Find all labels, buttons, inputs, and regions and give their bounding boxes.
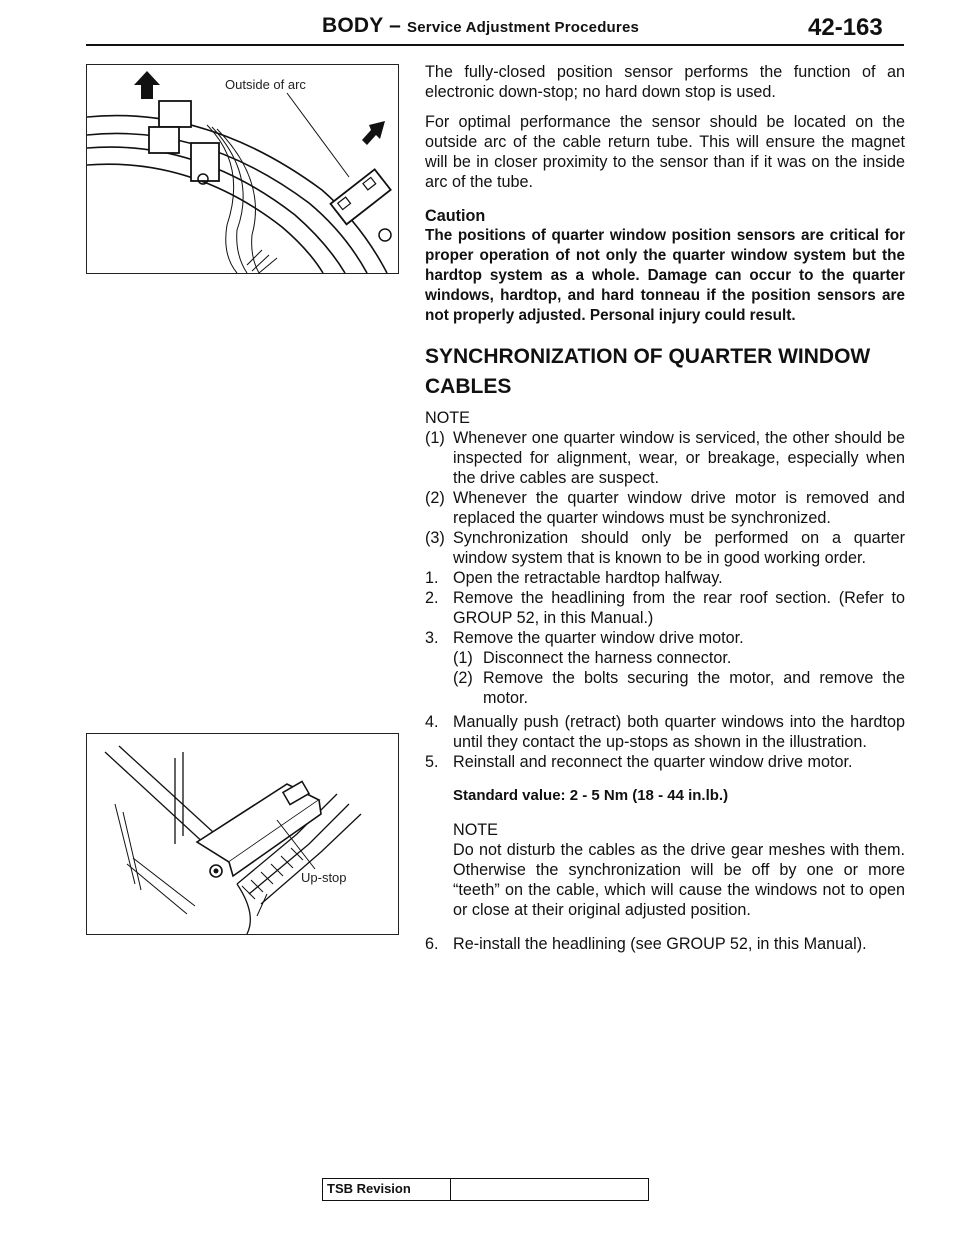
caution-text: The positions of quarter window position sensors are critical for proper operation of not only the quarter window system but the hardtop system as a whole. Damage can occur to the quarter windows, hardtop, and hard tonneau if the position sensors are not properly adjusted. Personal injury could result. xyxy=(425,227,905,324)
note-text: Whenever the quarter window drive motor is removed and replaced the quarter windows must be synchronized. xyxy=(453,489,905,527)
section-title-line2: CABLES xyxy=(425,375,512,398)
note-num: (2) xyxy=(425,489,445,507)
note2-text: Do not disturb the cables as the drive gear meshes with them. Otherwise the synchronization will be off by one or more “teeth” on the cable, which will cause the windows not to open or close at their original adjusted position. xyxy=(453,841,905,919)
tsb-revision-divider xyxy=(450,1179,451,1200)
step-num: 1. xyxy=(425,569,439,587)
note-item xyxy=(425,428,905,488)
figure-label-outside-arc: Outside of arc xyxy=(225,77,306,92)
caution-title: Caution xyxy=(425,207,486,225)
substep-num: (1) xyxy=(453,649,473,667)
note-text: Whenever one quarter window is serviced, the other should be inspected for alignment, wear, or breakage, especially when the drive cables are suspect. xyxy=(453,429,905,487)
step-item xyxy=(425,628,905,648)
step-text: Open the retractable hardtop halfway. xyxy=(453,569,723,587)
note-text: Synchronization should only be performed on a quarter window system that is known to be in good working order. xyxy=(453,529,905,567)
tsb-revision-box xyxy=(322,1178,649,1201)
intro-paragraph-2: For optimal performance the sensor should be located on the outside arc of the cable return tube. This will ensure the magnet will be in closer proximity to the sensor than if it was on the inside arc of the tube. xyxy=(425,113,905,191)
section-title xyxy=(425,342,905,402)
tsb-revision-label: TSB Revision xyxy=(327,1181,411,1196)
intro-paragraph-1: The fully-closed position sensor performs the function of an electronic down-stop; no hard down stop is used. xyxy=(425,63,905,101)
header-dash: – xyxy=(383,14,408,37)
step-text: Remove the quarter window drive motor. xyxy=(453,629,744,647)
header-title: BODY xyxy=(322,14,384,37)
standard-value: Standard value: 2 - 5 Nm (18 - 44 in.lb.) xyxy=(453,787,729,804)
step-text: Manually push (retract) both quarter windows into the hardtop until they contact the up-stops as shown in the illustration. xyxy=(453,713,905,751)
note-item xyxy=(425,528,905,568)
header-rule xyxy=(86,44,904,46)
note2-label: NOTE xyxy=(453,821,498,839)
note-num: (3) xyxy=(425,529,445,547)
step-text: Remove the headlining from the rear roof section. (Refer to GROUP 52, in this Manual.) xyxy=(453,589,905,627)
step-num: 2. xyxy=(425,589,439,607)
body-text-column xyxy=(425,62,905,954)
note2-block xyxy=(453,820,905,920)
substep-item xyxy=(453,668,905,708)
upstop-drawing xyxy=(87,734,398,934)
step-text: Reinstall and reconnect the quarter window drive motor. xyxy=(453,753,853,771)
section-title-line1: SYNCHRONIZATION OF QUARTER WINDOW xyxy=(425,345,871,368)
arrow-up-icon xyxy=(134,71,160,99)
note-num: (1) xyxy=(425,429,445,447)
figure-label-up-stop: Up-stop xyxy=(301,870,347,885)
substep-item xyxy=(453,648,905,668)
step-num: 4. xyxy=(425,713,439,731)
sensor-drawing xyxy=(87,65,398,273)
upstop-illustration xyxy=(86,733,399,935)
note-label: NOTE xyxy=(425,409,470,427)
sensor-illustration xyxy=(86,64,399,274)
step-item xyxy=(425,752,905,772)
substep-text: Remove the bolts securing the motor, and remove the motor. xyxy=(483,669,905,707)
step-item xyxy=(425,934,905,954)
step-num: 5. xyxy=(425,753,439,771)
step-item xyxy=(425,588,905,628)
header-subtitle: Service Adjustment Procedures xyxy=(407,19,640,36)
substep-num: (2) xyxy=(453,669,473,687)
page-number: 42-163 xyxy=(808,14,883,41)
arrow-diagonal-icon xyxy=(362,121,385,145)
step-text: Re-install the headlining (see GROUP 52, in this Manual). xyxy=(453,935,867,953)
note-item xyxy=(425,488,905,528)
step-num: 3. xyxy=(425,629,439,647)
substep-text: Disconnect the harness connector. xyxy=(483,649,732,667)
step-num: 6. xyxy=(425,935,439,953)
step-item xyxy=(425,712,905,752)
step-item xyxy=(425,568,905,588)
page-header-title xyxy=(322,14,639,38)
